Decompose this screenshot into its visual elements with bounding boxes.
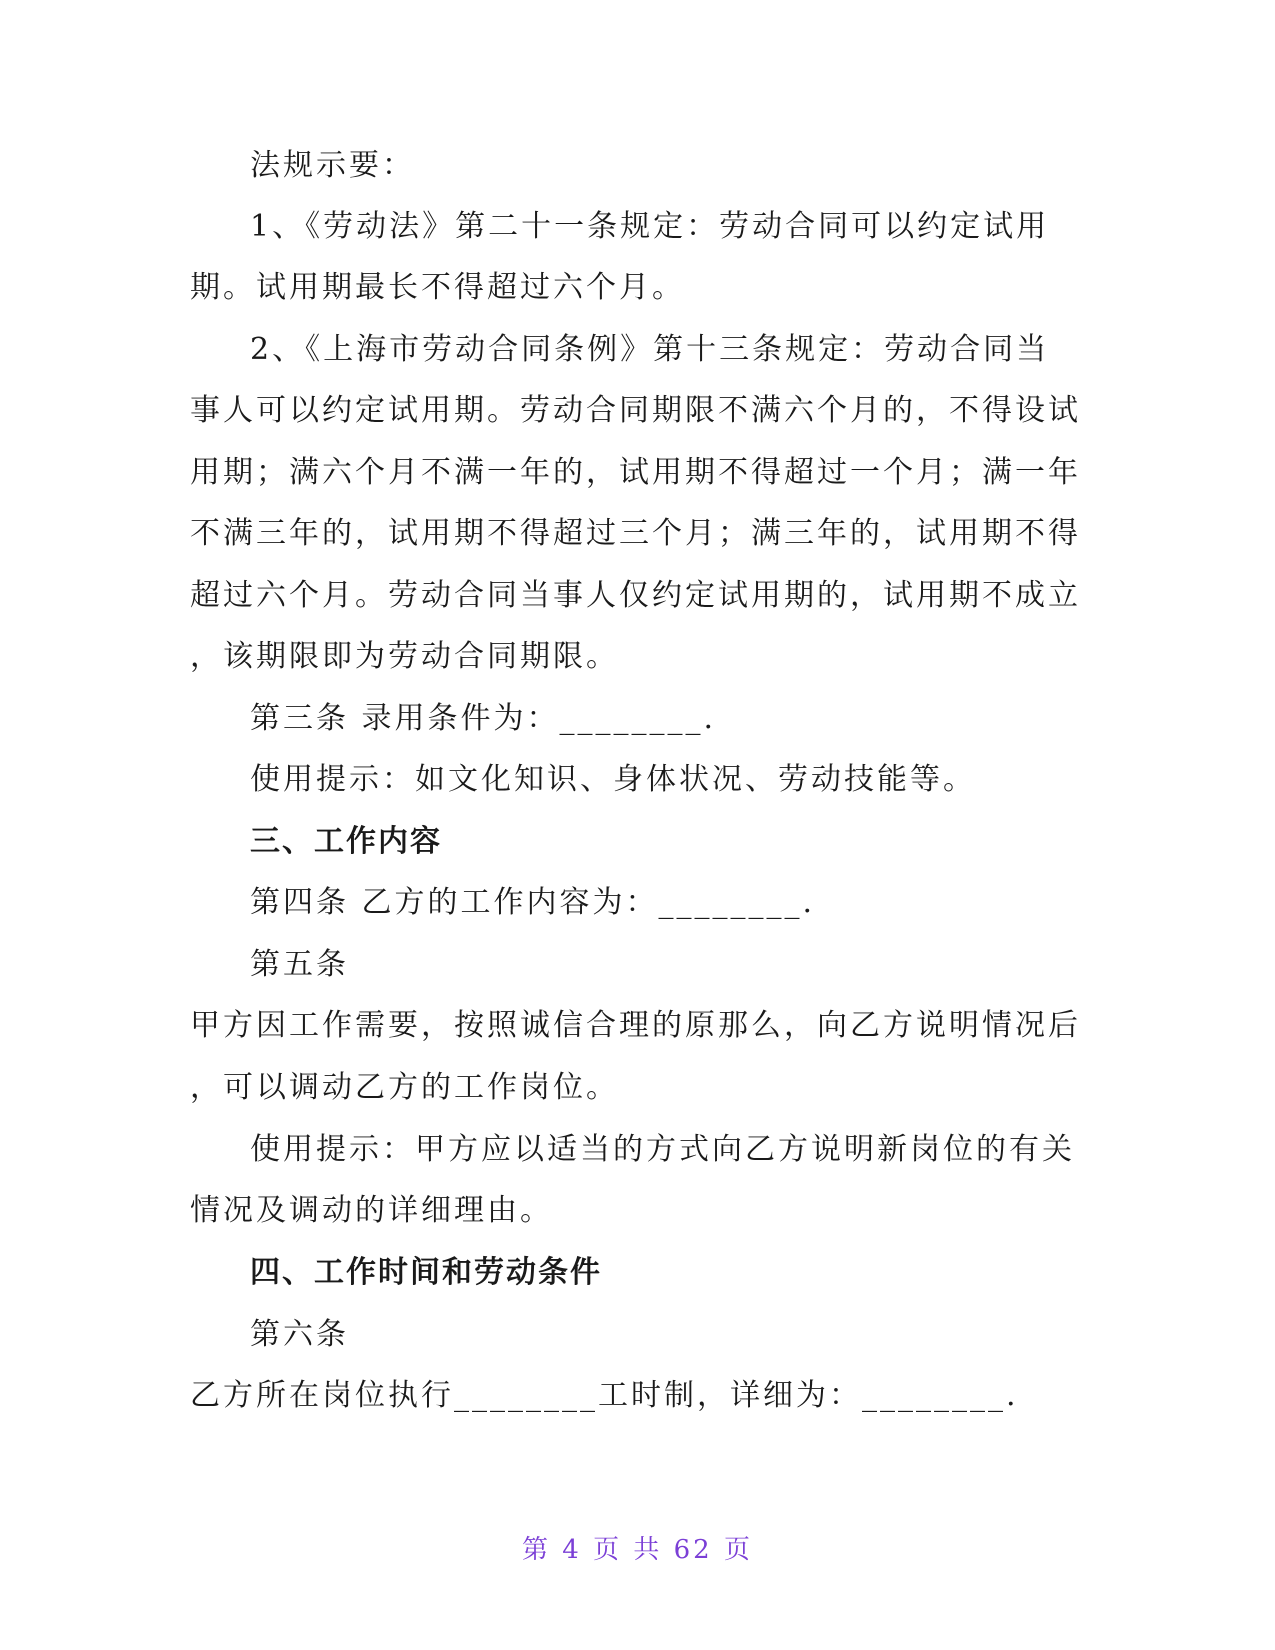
text-line: 第五条 <box>250 947 349 982</box>
text-line: 乙方所在岗位执行________工时制，详细为：________. <box>190 1378 1019 1413</box>
page-number-footer: 第 4 页 共 62 页 <box>522 1535 753 1565</box>
text-line: 使用提示：如文化知识、身体状况、劳动技能等。 <box>250 762 976 797</box>
text-line: 事人可以约定试用期。劳动合同期限不满六个月的，不得设试 <box>190 393 1081 428</box>
text-line: 用期；满六个月不满一年的，试用期不得超过一个月；满一年 <box>190 455 1081 490</box>
text-line: 不满三年的，试用期不得超过三个月；满三年的，试用期不得 <box>190 516 1081 551</box>
text-line: 使用提示：甲方应以适当的方式向乙方说明新岗位的有关 <box>250 1132 1075 1167</box>
section-heading: 四、工作时间和劳动条件 <box>250 1255 602 1290</box>
section-heading: 三、工作内容 <box>250 824 442 859</box>
text-line: 第六条 <box>250 1317 349 1352</box>
text-line: 1、《劳动法》第二十一条规定：劳动合同可以约定试用 <box>250 209 1050 244</box>
text-line: 第四条 乙方的工作内容为：________. <box>250 885 816 920</box>
text-line: 超过六个月。劳动合同当事人仅约定试用期的，试用期不成立 <box>190 578 1081 613</box>
text-line: 第三条 录用条件为：________. <box>250 701 717 736</box>
text-line: 情况及调动的详细理由。 <box>190 1193 553 1228</box>
text-line: 2、《上海市劳动合同条例》第十三条规定：劳动合同当 <box>250 332 1050 367</box>
text-line: ，可以调动乙方的工作岗位。 <box>190 1070 619 1105</box>
text-line: 法规示要： <box>250 148 415 183</box>
text-line: ，该期限即为劳动合同期限。 <box>190 639 619 674</box>
text-line: 甲方因工作需要，按照诚信合理的原那么，向乙方说明情况后 <box>190 1008 1081 1043</box>
text-line: 期。试用期最长不得超过六个月。 <box>190 270 685 305</box>
